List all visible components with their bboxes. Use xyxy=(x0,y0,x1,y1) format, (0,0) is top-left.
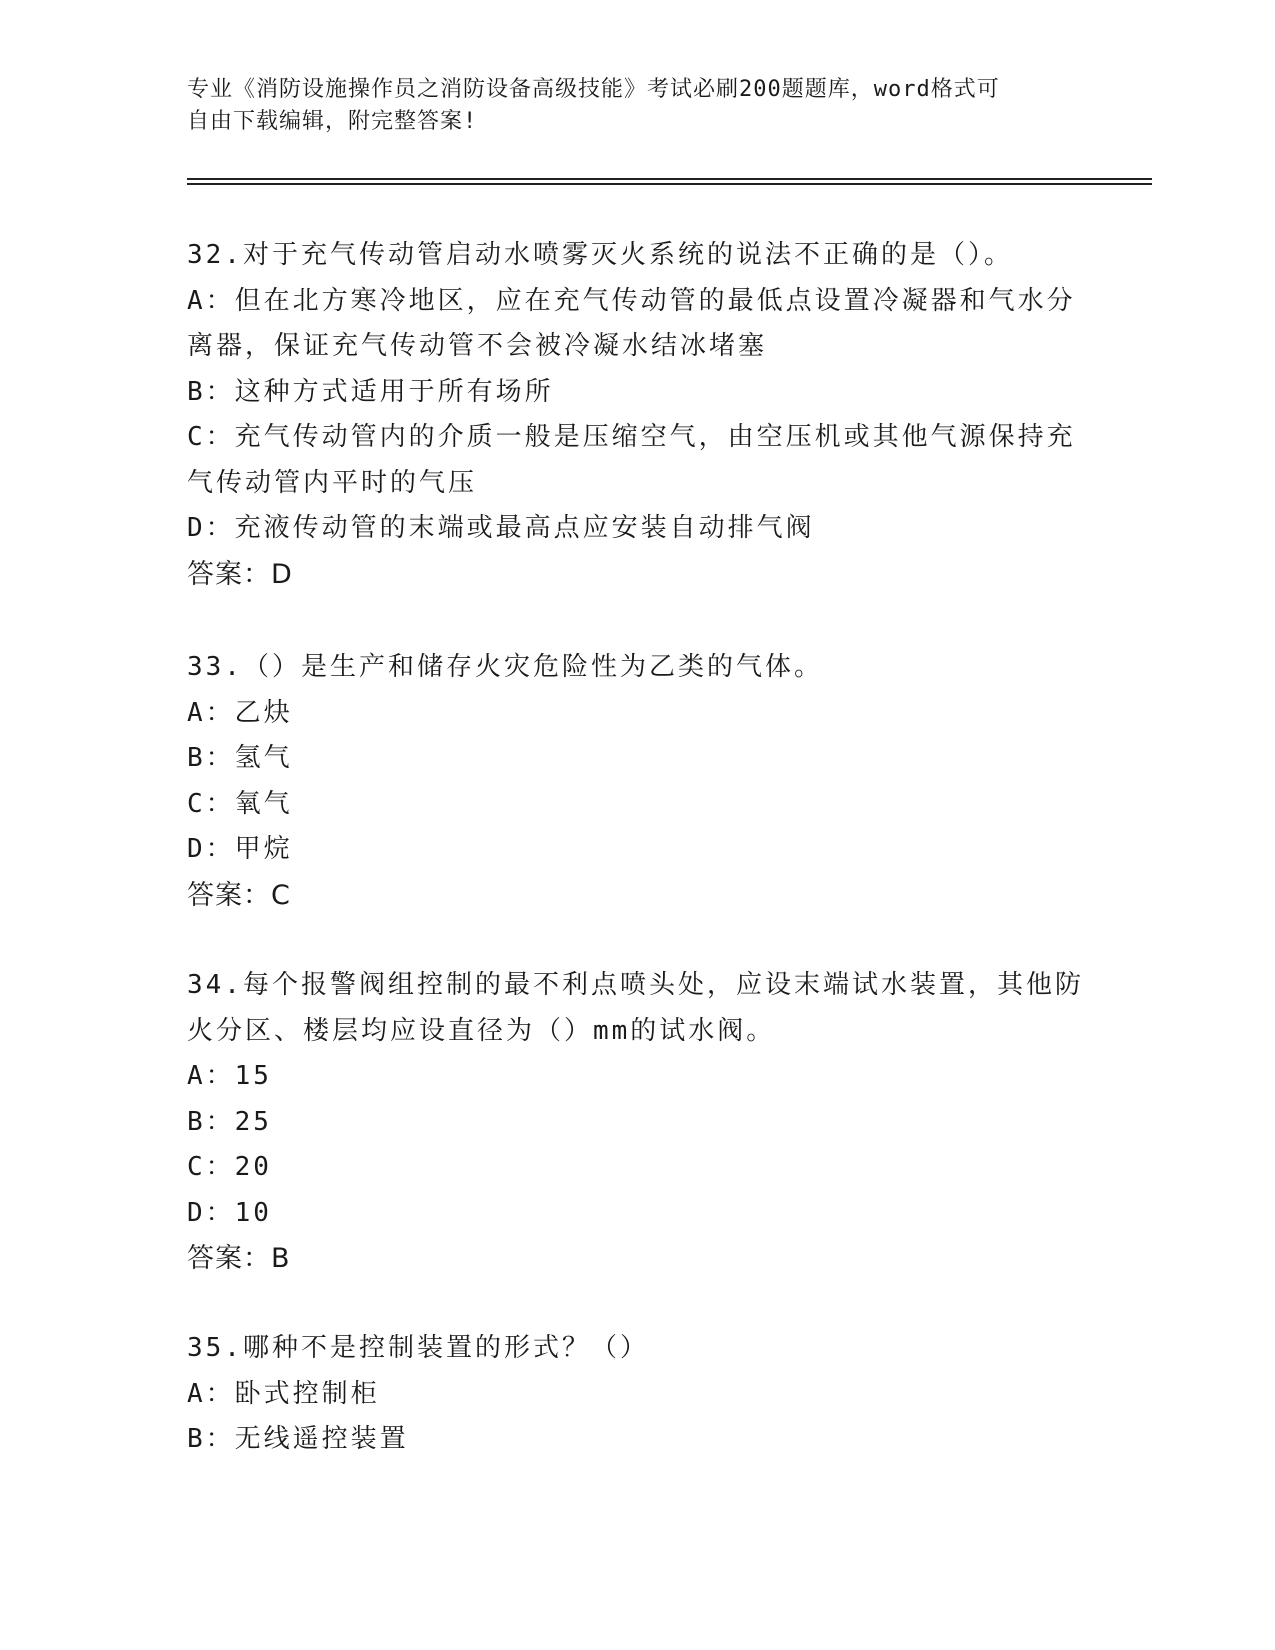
header-line-1: 专业《消防设施操作员之消防设备高级技能》考试必刷200题题库，word格式可 xyxy=(187,77,1000,102)
question-34 xyxy=(187,963,1087,1282)
option-d: D：充液传动管的末端或最高点应安装自动排气阀 xyxy=(187,513,815,543)
question-stem: 34.每个报警阀组控制的最不利点喷头处，应设末端试水装置，其他防 xyxy=(187,970,1084,1000)
question-32 xyxy=(187,233,1087,597)
header-line-2: 自由下载编辑，附完整答案! xyxy=(187,109,478,134)
option-b: B：无线遥控装置 xyxy=(187,1424,409,1454)
option-c: C：20 xyxy=(187,1152,272,1182)
option-d: D：甲烷 xyxy=(187,834,293,864)
option-b: B：这种方式适用于所有场所 xyxy=(187,376,554,407)
question-stem: 33.（）是生产和储存火灾危险性为乙类的气体。 xyxy=(187,652,823,682)
option-a: A：卧式控制柜 xyxy=(187,1378,380,1409)
option-c: C：氧气 xyxy=(187,788,293,819)
header-divider-bottom xyxy=(187,183,1152,185)
question-stem-continued: 火分区、楼层均应设直径为（）mm的试水阀。 xyxy=(187,1015,776,1046)
answer: 答案：D xyxy=(187,558,293,590)
question-stem: 35.哪种不是控制装置的形式？（） xyxy=(187,1333,649,1363)
question-33 xyxy=(187,645,1087,918)
answer: 答案：B xyxy=(187,1243,291,1274)
option-c: C：充气传动管内的介质一般是压缩空气，由空压机或其他气源保持充 xyxy=(187,422,1076,452)
document-header xyxy=(187,74,1067,138)
option-b: B：25 xyxy=(187,1106,272,1137)
header-divider-top xyxy=(187,178,1152,180)
option-c-continued: 气传动管内平时的气压 xyxy=(187,467,478,498)
answer: 答案：C xyxy=(187,879,291,911)
question-stem: 32.对于充气传动管启动水喷雾灭火系统的说法不正确的是（）。 xyxy=(187,240,1013,270)
option-d: D：10 xyxy=(187,1197,272,1228)
option-a: A：15 xyxy=(187,1061,272,1091)
option-a: A：乙炔 xyxy=(187,697,293,728)
option-a-continued: 离器，保证充气传动管不会被冷凝水结冰堵塞 xyxy=(187,331,768,361)
option-a: A：但在北方寒冷地区，应在充气传动管的最低点设置冷凝器和气水分 xyxy=(187,285,1076,316)
option-b: B：氢气 xyxy=(187,743,293,773)
question-35 xyxy=(187,1326,1087,1463)
